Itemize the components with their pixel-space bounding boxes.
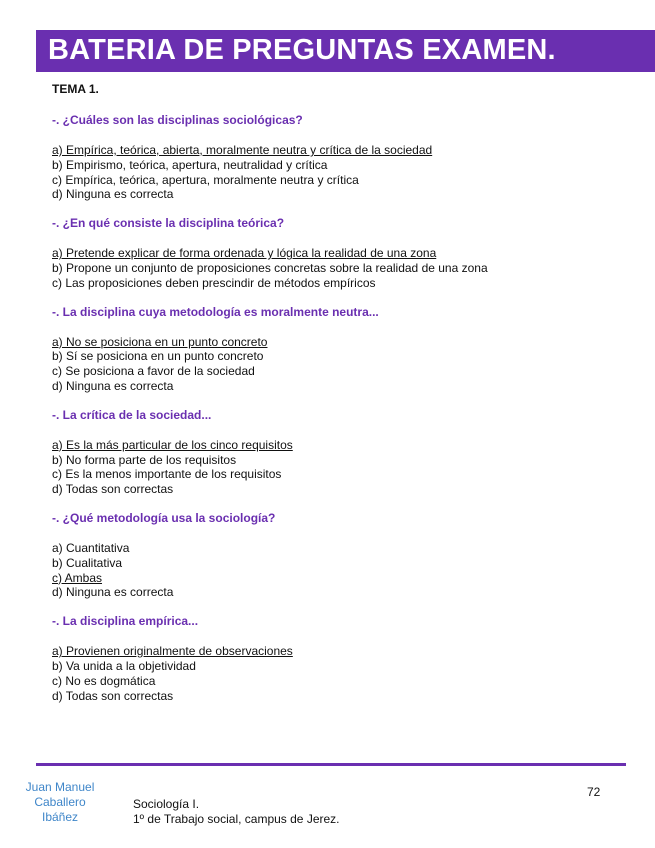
answer-option: d) Todas son correctas (52, 688, 174, 703)
answer-option-correct: a) Provienen originalmente de observaciones (52, 644, 293, 659)
question-title: -. La disciplina empírica... (52, 614, 199, 629)
answer-option: d) Ninguna es correcta (52, 585, 174, 600)
question-title: -. La disciplina cuya metodología es moralmente neutra... (52, 304, 379, 319)
answer-option-correct: a) Empírica, teórica, abierta, moralmente neutra y crítica de la sociedad (52, 143, 433, 157)
question-title: -. ¿En qué consiste la disciplina teórica? (52, 216, 285, 231)
answer-option: d) Ninguna es correcta (52, 187, 174, 202)
answer-option: b) No forma parte de los requisitos (52, 452, 237, 467)
question-block (52, 408, 632, 497)
section-heading: TEMA 1. (52, 82, 99, 96)
answer-option: c) Las proposiciones deben prescindir de métodos empíricos (52, 275, 376, 290)
question-title: -. ¿Cuáles son las disciplinas sociológicas? (52, 113, 303, 127)
page-title: BATERIA DE PREGUNTAS EXAMEN. (48, 34, 556, 66)
question-title: -. La crítica de la sociedad... (52, 407, 212, 422)
answer-option: b) Propone un conjunto de proposiciones concretas sobre la realidad de una zona (52, 260, 488, 275)
course-line: 1º de Trabajo social, campus de Jerez. (133, 812, 340, 826)
author-line: Ibáñez (41, 810, 79, 824)
title-banner (36, 30, 655, 72)
answer-option: c) Se posiciona a favor de la sociedad (52, 364, 255, 379)
answer-option: d) Todas son correctas (52, 482, 174, 497)
question-block (52, 511, 632, 600)
author-name (16, 780, 104, 825)
answer-option-correct: c) Ambas (52, 570, 103, 585)
question-block (52, 113, 632, 202)
answer-option: a) Cuantitativa (52, 540, 130, 555)
question-block (52, 305, 632, 394)
course-info (133, 797, 340, 827)
answer-option: b) Cualitativa (52, 555, 123, 570)
answer-option: c) Es la menos importante de los requisitos (52, 467, 282, 482)
answer-option: b) Va unida a la objetividad (52, 658, 196, 673)
answer-option: b) Empirismo, teórica, apertura, neutralidad y crítica (52, 157, 328, 172)
answer-option: b) Sí se posiciona en un punto concreto (52, 349, 264, 364)
question-block (52, 216, 632, 290)
page-number: 72 (587, 785, 601, 799)
author-line: Caballero (34, 795, 86, 809)
question-block (52, 614, 632, 703)
footer-divider (36, 763, 626, 766)
question-list (52, 82, 632, 717)
answer-option-correct: a) Pretende explicar de forma ordenada y lógica la realidad de una zona (52, 246, 437, 261)
answer-option: c) No es dogmática (52, 673, 156, 688)
course-line: Sociología I. (133, 797, 200, 811)
answer-option: c) Empírica, teórica, apertura, moralmente neutra y crítica (52, 172, 359, 187)
questions-container (52, 113, 632, 703)
answer-option: d) Ninguna es correcta (52, 378, 174, 393)
answer-option-correct: a) Es la más particular de los cinco requisitos (52, 437, 293, 452)
question-title: -. ¿Qué metodología usa la sociología? (52, 510, 276, 525)
author-line: Juan Manuel (25, 780, 95, 794)
answer-option-correct: a) No se posiciona en un punto concreto (52, 334, 268, 349)
